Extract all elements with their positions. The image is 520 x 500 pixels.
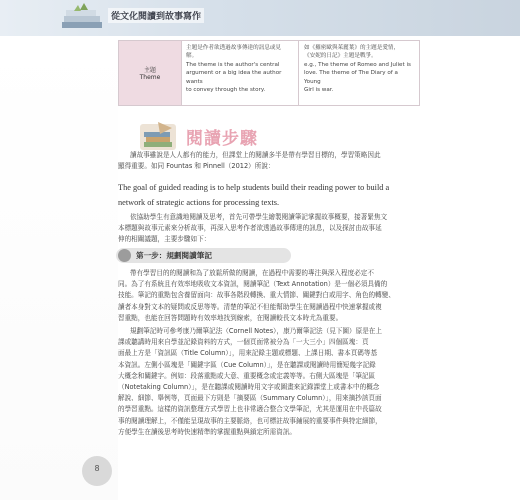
quote-paragraph [118, 180, 422, 210]
text-line: 本標題與故事元素來分析故事，再深入思考作者欲透過故事傳達的訊息，以及探討由故事延 [118, 224, 382, 233]
step-bullet-icon [118, 249, 131, 262]
quote-line: The goal of guided reading is to help students build their reading power to build a [118, 183, 390, 192]
table-line: Girl is war. [304, 87, 334, 94]
text-line: 讀故事雖說是人人都有的能力，但課堂上的閱讀多半是帶有學習目標的，學習策略因此 [130, 151, 381, 159]
text-line: 依協助學生有意識地閱讀及思考，首先可帶學生繪製閱讀筆記掌握故事概要，接著緊焦文 [130, 213, 388, 221]
table-line: 主題是作者欲透過故事傳達的訊息或見 [186, 45, 282, 51]
table-row-label [119, 41, 182, 105]
theme-table [118, 40, 420, 106]
section-heading: 閱讀步驟 [186, 129, 258, 149]
steps-intro-paragraph [118, 212, 418, 246]
text-line: 讀者本身對文本的疑問或反思等等。清楚的筆記不但能幫助學生在閱讀過程中快速掌握或複 [118, 302, 382, 311]
text-line: 習重點，也能在回答問題時有效率地找到線索，在閱讀較長文本時尤為重要。 [118, 313, 343, 322]
text-line: 解說、細節、舉例等，頁面最下方則是「摘要區（Summary Column）」，用來摘抄該頁面 [118, 394, 382, 403]
step-label: 第一步：規劃閱讀筆記 [136, 251, 212, 260]
table-line: e.g., The theme of Romeo and Juliet is [304, 61, 411, 68]
text-line: 規劃筆記時可參考康乃爾筆記法（Cornell Notes），康乃爾筆記法（見下圖）原是在上 [130, 327, 382, 335]
row-label-zh: 主題 [143, 67, 156, 74]
text-line: 伸的相關議題，主要步驟如下： [118, 235, 211, 244]
table-line: 解。 [186, 53, 198, 60]
header-title: 從文化閱讀到故事寫作 [108, 8, 204, 23]
table-line: The theme is the author's central [186, 61, 280, 68]
quote-line: network of strategic actions for processing texts. [118, 198, 280, 207]
annotation-paragraph [118, 268, 418, 324]
table-cell-example [300, 41, 419, 105]
text-line: 大概念和關鍵字。例如：段落重點或大意、重要概念或定義等等。右側大區塊是「筆記區 [118, 371, 376, 380]
row-label-en: Theme [139, 74, 161, 81]
text-line: 顯得重要。如同 Fountas 和 Pinnell（2012）所說： [118, 162, 275, 171]
book-stack-icon [60, 2, 104, 34]
table-line: 《安妮的日記》主題是戰爭。 [304, 53, 377, 60]
intro-paragraph [118, 150, 418, 172]
text-line: 方便學生在讀後思考時快速精準的掌握重點與鎖定所需資訊。 [118, 427, 297, 436]
left-margin [0, 36, 118, 500]
table-line: 如《羅密歐與茱麗葉》的主題是愛情， [304, 45, 400, 51]
text-line: 的學習重點。這樣的資訊整理方式學習上也非常適合整合文學筆記，尤其是運用在中長篇故 [118, 405, 382, 414]
text-line: 課或聽講時用來自學並記錄資料的方式，一個頁面常被分為「一大三小」四個區塊：頁 [118, 338, 369, 347]
text-line: 面最上方是「資訊區（Title Column）」，用來記錄主題或標題、上課日期、書本頁碼等基 [118, 349, 378, 358]
page-number: 8 [94, 464, 100, 473]
text-line: 本資訊。左側小區塊是「關鍵字區（Cue Column）」，是在聽課或閱讀時用簡短幾字記錄 [118, 360, 376, 369]
text-line: 事的閱讀理解上，不僅能呈現故事的主要脈絡，也可標註故事鋪展的重要事件與特定細節， [118, 416, 382, 425]
table-line: to convey through the story. [186, 87, 266, 94]
text-line: （Notetaking Column）」，是在聽課或閱讀時用文字或圖畫來記錄課堂上或書本中的概念 [118, 383, 380, 392]
text-line: 帶有學習目的的閱讀和為了放鬆所做的閱讀，在過程中需要的專注與深入程度必定不 [130, 269, 374, 277]
table-cell-definition [182, 41, 299, 105]
table-line: love. The theme of The Diary of a Young [304, 70, 398, 85]
cornell-paragraph [118, 326, 418, 438]
books-badge-icon [138, 118, 180, 154]
text-line: 技能。筆記的重點包含養留面向：故事各階段轉換、重大情節、關鍵對白或用字、角色的轉變、 [118, 291, 395, 300]
table-line: argument or a big idea the author wants [186, 70, 282, 85]
text-line: 同。為了有系統且有效率地吸收文本資訊，閱讀筆記（Text Annotation）是一個必須具備的 [118, 280, 388, 289]
